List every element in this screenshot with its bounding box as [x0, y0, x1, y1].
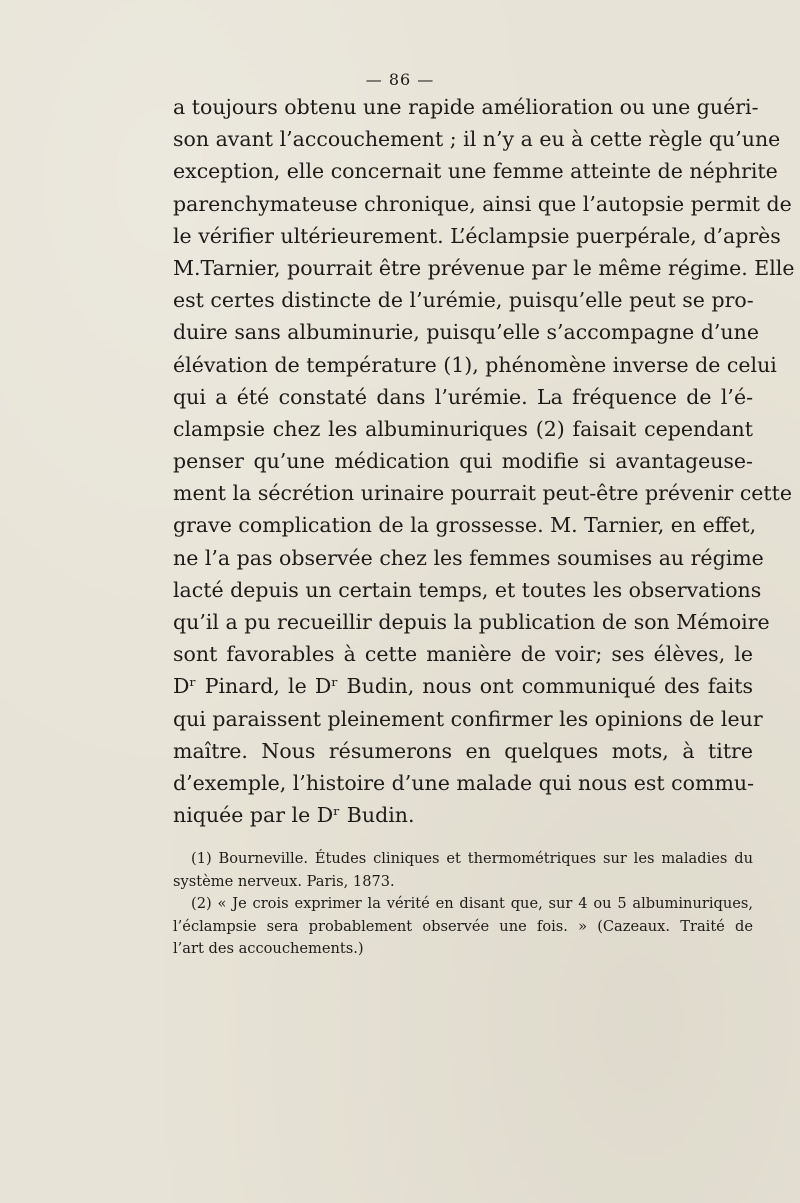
footnotes — [173, 848, 753, 961]
footnote-line: (2) « Je crois exprimer la vérité en disant que, sur 4 ou 5 albuminuriques, — [191, 895, 753, 912]
text-line: a toujours obtenu une rapide amélioration ou une guéri- — [173, 95, 759, 119]
text-line: lacté depuis un certain temps, et toutes les observations — [173, 577, 762, 602]
text-line: penser qu’une médication qui modifie si avantageuse- — [173, 449, 753, 474]
text-line: parenchymateuse chronique, ainsi que l’autopsie permit de — [173, 191, 792, 216]
text-line: qu’il a pu recueillir depuis la publication de son Mémoire — [173, 610, 770, 634]
text-line: élévation de température (1), phénomène inverse de celui — [173, 352, 777, 377]
footnote-line: l’éclampsie sera probablement observée une fois. » (Cazeaux. Traité de — [173, 917, 753, 935]
text-line: le vérifier ultérieurement. L’éclampsie puerpérale, d’après — [173, 223, 781, 248]
text-line: qui a été constaté dans l’urémie. La fréquence de l’é- — [173, 384, 753, 409]
text-line: sont favorables à cette manière de voir; ses élèves, le — [173, 642, 753, 667]
text-line: duire sans albuminurie, puisqu’elle s’accompagne d’une — [173, 320, 759, 345]
text-line: ne l’a pas observée chez les femmes soumises au régime — [173, 545, 764, 570]
text-line: qui paraissent pleinement confirmer les opinions de leur — [173, 706, 763, 731]
text-line: d’exemple, l’histoire d’une malade qui nous est commu- — [173, 770, 755, 795]
footnote-line: système nerveux. Paris, 1873. — [173, 872, 395, 890]
text-line: maître. Nous résumerons en quelques mots, à titre — [173, 738, 753, 763]
text-line: niquée par le Dʳ Budin. — [173, 803, 415, 828]
text-line: Dʳ Pinard, le Dʳ Budin, nous ont communiqué des faits — [173, 674, 753, 699]
text-line: exception, elle concernait une femme atteinte de néphrite — [173, 159, 778, 184]
text-line: M.Tarnier, pourrait être prévenue par le même régime. Elle — [173, 255, 795, 280]
footnote-line: l’art des accouchements.) — [173, 940, 364, 957]
text-line: est certes distincte de l’urémie, puisqu’elle peut se pro- — [173, 288, 754, 313]
text-line: son avant l’accouchement ; il n’y a eu à cette règle qu’une — [173, 127, 781, 152]
text-line: ment la sécrétion urinaire pourrait peut-être prévenir cette — [173, 481, 793, 506]
body-text — [173, 91, 795, 831]
text-line: clampsie chez les albuminuriques (2) faisait cependant — [173, 416, 753, 441]
footnote-line: (1) Bourneville. Études cliniques et thermométriques sur les maladies du — [191, 850, 753, 867]
text-line: grave complication de la grossesse. M. Tarnier, en effet, — [173, 513, 757, 538]
page-number: — 86 — — [365, 70, 435, 89]
